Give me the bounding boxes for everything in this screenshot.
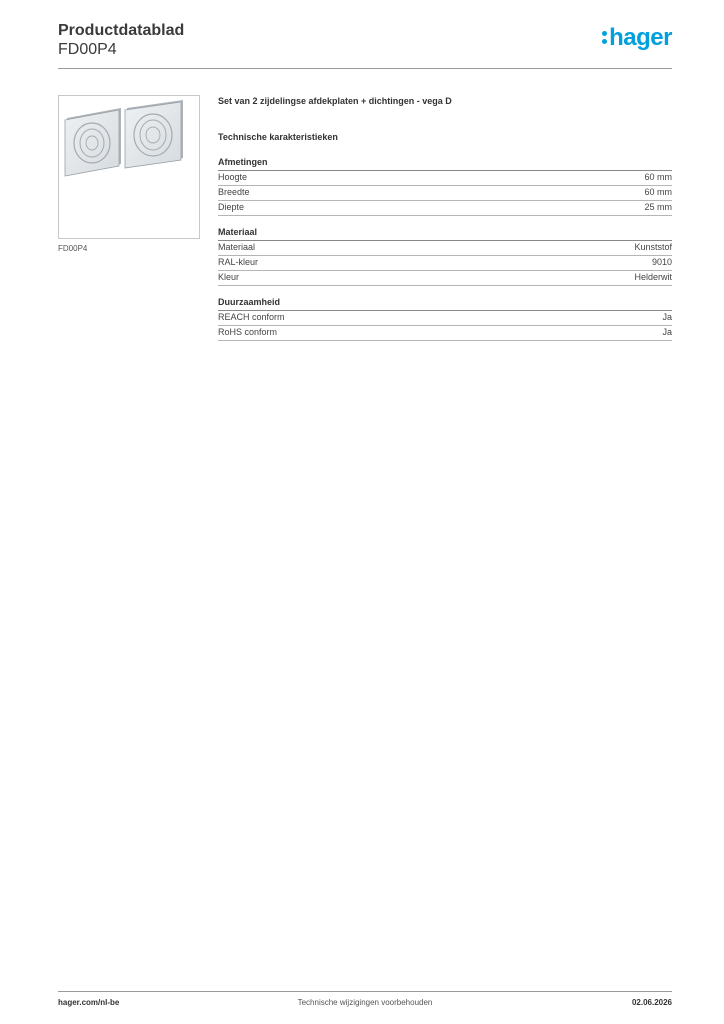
spec-value: Kunststof [634,242,672,252]
product-image [58,95,200,239]
spec-row [218,311,672,326]
section-heading: Technische karakteristieken [218,132,338,142]
spec-row [218,271,672,286]
spec-label: Breedte [218,187,250,197]
group-heading: Materiaal [218,227,672,241]
footer-date: 02.06.2026 [631,998,672,1007]
cover-plates-illustration-icon [59,96,199,238]
spec-row [218,256,672,271]
footer-website-link[interactable]: hager.com/nl-be [58,998,120,1007]
spec-label: Kleur [218,272,240,282]
spec-label: Materiaal [218,242,256,252]
spec-row [218,201,672,216]
spec-row [218,241,672,256]
spec-group-material [218,227,672,286]
spec-value: 60 mm [644,172,672,182]
spec-label: RAL-kleur [218,257,259,267]
header-divider [58,68,672,69]
specifications [218,95,672,341]
spec-label: RoHS conform [218,327,278,337]
footer-disclaimer: Technische wijzigingen voorbehouden [297,998,433,1007]
logo-text: hager [609,24,672,51]
spec-row [218,326,672,341]
spec-row [218,171,672,186]
spec-label: Diepte [218,202,245,212]
spec-value: Ja [662,327,672,337]
product-description: Set van 2 zijdelingse afdekplaten + dichtingen - vega D [218,96,452,106]
spec-row [218,186,672,201]
hager-logo [602,24,672,52]
product-code: FD00P4 [58,41,117,58]
spec-value: Helderwit [634,272,672,282]
document-title: Productdatablad [58,22,185,39]
group-heading: Afmetingen [218,157,672,171]
spec-label: REACH conform [218,312,285,322]
spec-value: 9010 [651,257,672,267]
spec-value: Ja [662,312,672,322]
group-heading: Duurzaamheid [218,297,672,311]
footer-divider [58,991,672,992]
image-caption: FD00P4 [58,244,88,253]
spec-label: Hoogte [218,172,248,182]
page-header [58,22,672,59]
spec-value: 60 mm [644,187,672,197]
spec-group-sustainability [218,297,672,341]
spec-group-dimensions [218,157,672,216]
logo-dots-icon [602,27,607,46]
spec-value: 25 mm [644,202,672,212]
